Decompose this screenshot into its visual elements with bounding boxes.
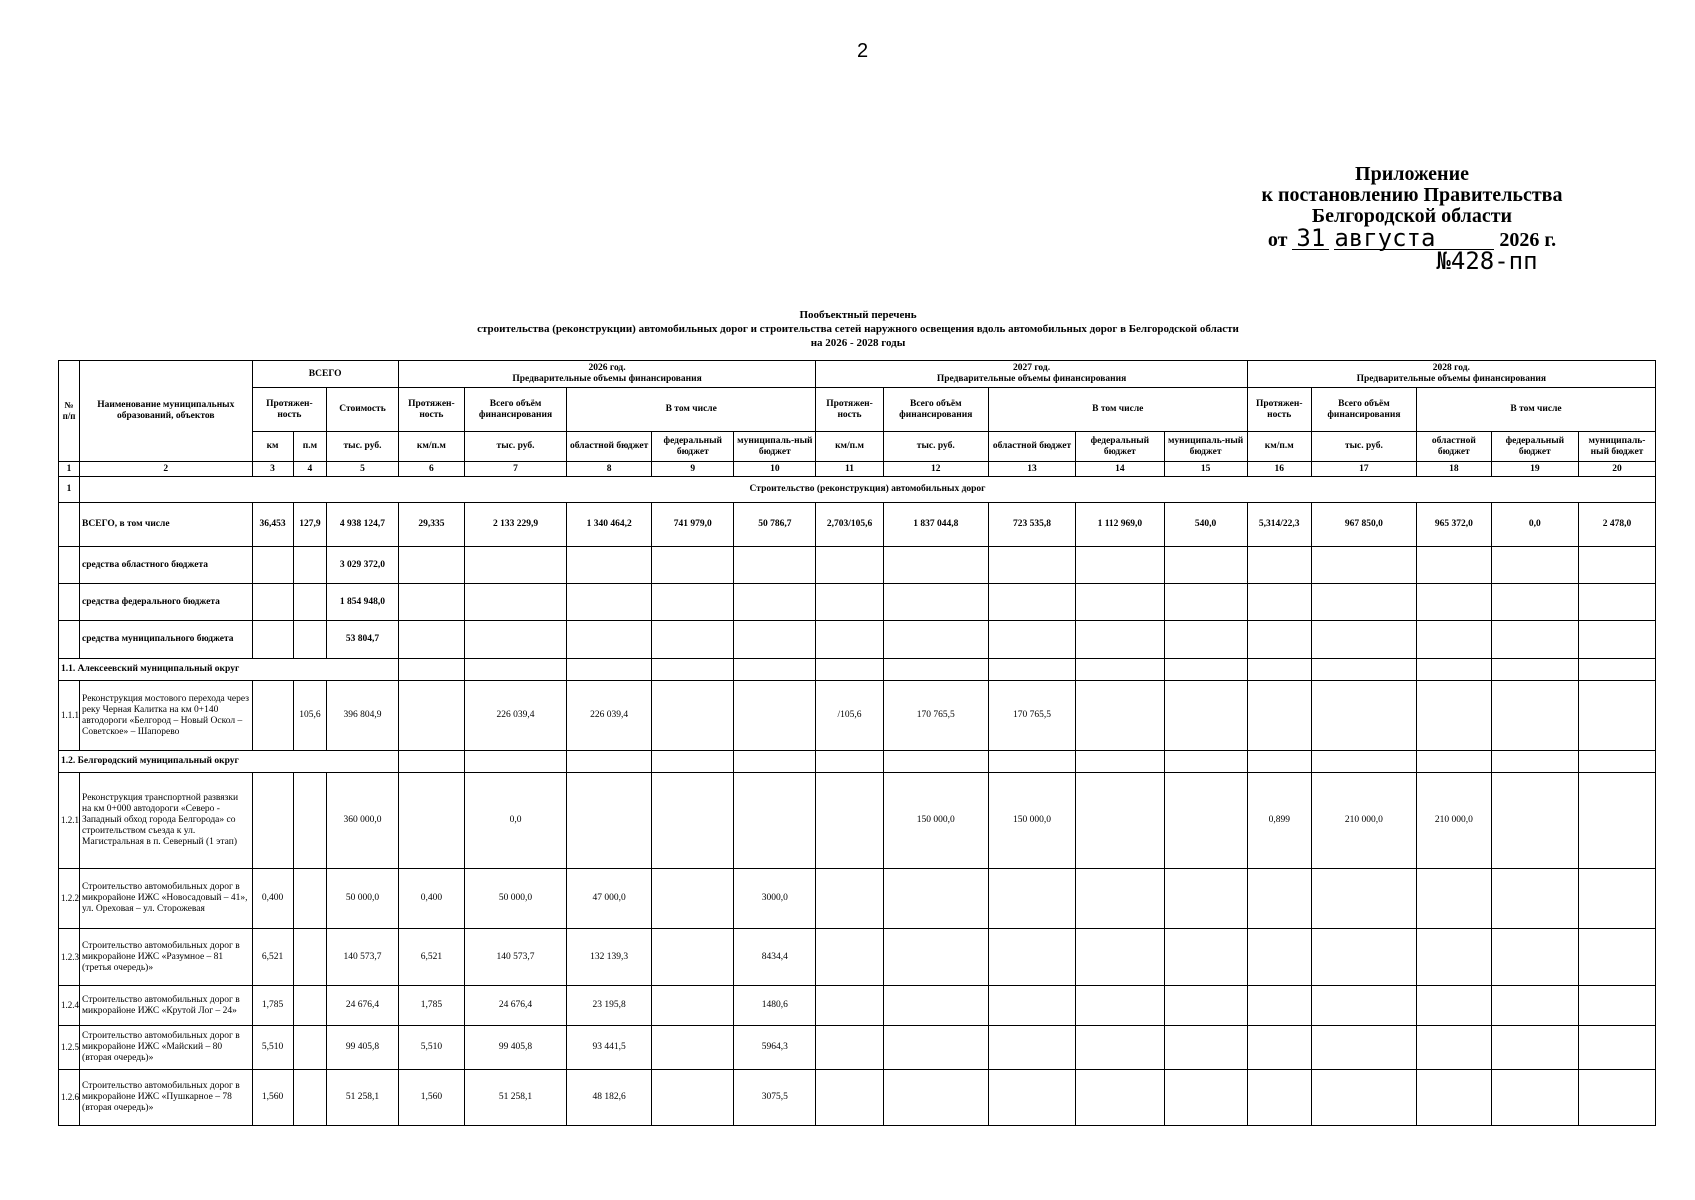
hdr-kmpm-2027: км/п.м <box>816 432 883 462</box>
col-number: 9 <box>652 462 734 477</box>
row-num: 1.2.1 <box>59 773 80 869</box>
title-line-2: строительства (реконструкции) автомобильных дорог и строительства сетей наружного освещения вдоль автомобильных дорог в Белгородской области <box>477 323 1239 335</box>
hdr-regional-2028: областной бюджет <box>1417 432 1492 462</box>
cell <box>1311 929 1416 986</box>
cell: 99 405,8 <box>465 1026 567 1070</box>
cell <box>652 869 734 929</box>
objects-table <box>58 360 1656 1126</box>
col-number: 4 <box>293 462 327 477</box>
cell <box>1417 986 1492 1026</box>
object-row <box>59 929 1656 986</box>
cell <box>988 929 1075 986</box>
funding-row <box>59 547 1656 584</box>
cell <box>1164 869 1247 929</box>
cell <box>1579 986 1656 1026</box>
cell <box>883 929 988 986</box>
col-number: 1 <box>59 462 80 477</box>
cell: 226 039,4 <box>465 681 567 751</box>
cell: 48 182,6 <box>567 1070 652 1126</box>
row-num: 1.1.1 <box>59 681 80 751</box>
cell <box>1417 1026 1492 1070</box>
cell <box>1247 929 1311 986</box>
cell: 170 765,5 <box>988 681 1075 751</box>
cell <box>1491 1070 1578 1126</box>
hdr-length-2026: Протяжен-ность <box>398 388 464 432</box>
cell <box>1311 986 1416 1026</box>
total-cell: 29,335 <box>398 503 464 547</box>
hdr-volume-2027: Всего объём финансирования <box>883 388 988 432</box>
cell: 6,521 <box>252 929 293 986</box>
cell <box>1076 929 1164 986</box>
cell: 5,510 <box>398 1026 464 1070</box>
hdr-municipal-2026: муниципаль-ный бюджет <box>734 432 816 462</box>
appendix-number: №428-пп <box>1436 247 1538 275</box>
funding-value: 53 804,7 <box>327 621 399 659</box>
cell <box>567 773 652 869</box>
hdr-length-2027: Протяжен-ность <box>816 388 883 432</box>
cell <box>1491 929 1578 986</box>
subsection-row <box>59 659 1656 681</box>
cell: 50 000,0 <box>327 869 399 929</box>
cell <box>734 681 816 751</box>
cell <box>816 773 883 869</box>
cell: 140 573,7 <box>327 929 399 986</box>
cell <box>1076 869 1164 929</box>
subsection-row <box>59 751 1656 773</box>
cell <box>1164 1070 1247 1126</box>
cell: 150 000,0 <box>988 773 1075 869</box>
cell <box>1491 986 1578 1026</box>
hdr-cost: Стоимость <box>327 388 399 432</box>
cell <box>1491 773 1578 869</box>
cell <box>816 1026 883 1070</box>
cell <box>1076 986 1164 1026</box>
total-cell: 741 979,0 <box>652 503 734 547</box>
appendix-block <box>1232 163 1592 275</box>
cell <box>1164 681 1247 751</box>
cell <box>1164 1026 1247 1070</box>
cell <box>1076 681 1164 751</box>
cell: 0,400 <box>398 869 464 929</box>
funding-value: 1 854 948,0 <box>327 584 399 621</box>
col-number: 13 <box>988 462 1075 477</box>
title-line-1: Пообъектный перечень <box>799 309 917 321</box>
subsection-title: 1.2. Белгородский муниципальный округ <box>59 751 399 773</box>
cell: 1,560 <box>398 1070 464 1126</box>
appendix-month: августа <box>1334 228 1494 250</box>
cell <box>1579 1070 1656 1126</box>
section-row <box>59 477 1656 503</box>
cell <box>398 773 464 869</box>
cell <box>1164 773 1247 869</box>
cell <box>1491 869 1578 929</box>
hdr-incl-2027: В том числе <box>988 388 1247 432</box>
cell: /105,6 <box>816 681 883 751</box>
cell <box>1247 1026 1311 1070</box>
total-cell: 1 112 969,0 <box>1076 503 1164 547</box>
total-label: ВСЕГО, в том числе <box>80 503 253 547</box>
cell: 24 676,4 <box>327 986 399 1026</box>
hdr-km: км <box>252 432 293 462</box>
col-number: 17 <box>1311 462 1416 477</box>
hdr-2026: 2026 год. Предварительные объемы финансирования <box>398 361 816 388</box>
row-name: Строительство автомобильных дорог в микрорайоне ИЖС «Майский – 80 (вторая очередь)» <box>80 1026 253 1070</box>
total-cell: 2 478,0 <box>1579 503 1656 547</box>
cell <box>293 773 327 869</box>
appendix-from: от <box>1267 229 1288 251</box>
cell: 51 258,1 <box>465 1070 567 1126</box>
cell: 140 573,7 <box>465 929 567 986</box>
hdr-tysrub: тыс. руб. <box>327 432 399 462</box>
section-num: 1 <box>59 477 80 503</box>
cell <box>293 1070 327 1126</box>
hdr-tysrub-2028: тыс. руб. <box>1311 432 1416 462</box>
col-number: 3 <box>252 462 293 477</box>
cell: 1480,6 <box>734 986 816 1026</box>
hdr-tysrub-2027: тыс. руб. <box>883 432 988 462</box>
hdr-tysrub-2026: тыс. руб. <box>465 432 567 462</box>
cell <box>1579 773 1656 869</box>
cell <box>652 986 734 1026</box>
cell <box>1164 986 1247 1026</box>
object-row <box>59 869 1656 929</box>
cell <box>652 1026 734 1070</box>
cell: 150 000,0 <box>883 773 988 869</box>
cell: 51 258,1 <box>327 1070 399 1126</box>
cell: 1,785 <box>252 986 293 1026</box>
row-name: Строительство автомобильных дорог в микрорайоне ИЖС «Пушкарное – 78 (вторая очередь)» <box>80 1070 253 1126</box>
cell <box>816 869 883 929</box>
hdr-municipal-2027: муниципаль-ный бюджет <box>1164 432 1247 462</box>
cell: 105,6 <box>293 681 327 751</box>
cell: 3000,0 <box>734 869 816 929</box>
subsection-title: 1.1. Алексеевский муниципальный округ <box>59 659 399 681</box>
cell <box>1247 1070 1311 1126</box>
appendix-title: Приложение <box>1355 163 1469 185</box>
object-row <box>59 986 1656 1026</box>
row-name: Строительство автомобильных дорог в микрорайоне ИЖС «Разумное – 81 (третья очередь)» <box>80 929 253 986</box>
cell <box>1579 681 1656 751</box>
cell <box>1579 869 1656 929</box>
cell <box>1076 773 1164 869</box>
cell <box>1076 1026 1164 1070</box>
total-cell: 540,0 <box>1164 503 1247 547</box>
cell <box>1417 929 1492 986</box>
cell <box>1247 986 1311 1026</box>
col-number: 15 <box>1164 462 1247 477</box>
total-cell: 967 850,0 <box>1311 503 1416 547</box>
hdr-total: ВСЕГО <box>252 361 398 388</box>
cell <box>883 1026 988 1070</box>
cell <box>816 986 883 1026</box>
funding-label: средства областного бюджета <box>80 547 253 584</box>
cell <box>398 681 464 751</box>
cell <box>293 869 327 929</box>
cell <box>293 929 327 986</box>
cell: 93 441,5 <box>567 1026 652 1070</box>
col-number: 18 <box>1417 462 1492 477</box>
column-numbers-row <box>59 462 1656 477</box>
cell <box>1491 1026 1578 1070</box>
row-name: Строительство автомобильных дорог в микрорайоне ИЖС «Новосадовый – 41», ул. Ореховая – ул. Сторожевая <box>80 869 253 929</box>
cell: 1,560 <box>252 1070 293 1126</box>
hdr-incl-2026: В том числе <box>567 388 816 432</box>
cell: 0,400 <box>252 869 293 929</box>
cell: 210 000,0 <box>1417 773 1492 869</box>
total-cell: 4 938 124,7 <box>327 503 399 547</box>
cell: 5,510 <box>252 1026 293 1070</box>
cell <box>816 1070 883 1126</box>
cell: 99 405,8 <box>327 1026 399 1070</box>
hdr-municipal-2028: муниципаль-ный бюджет <box>1579 432 1656 462</box>
cell <box>1417 869 1492 929</box>
cell <box>293 986 327 1026</box>
object-row <box>59 1026 1656 1070</box>
cell <box>1311 1026 1416 1070</box>
hdr-kmpm-2028: км/п.м <box>1247 432 1311 462</box>
cell: 1,785 <box>398 986 464 1026</box>
cell <box>1491 681 1578 751</box>
cell <box>1247 869 1311 929</box>
hdr-federal-2026: федеральный бюджет <box>652 432 734 462</box>
col-number: 12 <box>883 462 988 477</box>
row-name: Реконструкция мостового перехода через реку Черная Калитка на км 0+140 автодороги «Белгород – Новый Оскол – Советское» – Шапорево <box>80 681 253 751</box>
total-cell: 2,703/105,6 <box>816 503 883 547</box>
cell <box>1247 681 1311 751</box>
cell <box>293 1026 327 1070</box>
cell: 5964,3 <box>734 1026 816 1070</box>
col-number: 14 <box>1076 462 1164 477</box>
funding-row <box>59 621 1656 659</box>
cell <box>734 773 816 869</box>
total-cell: 723 535,8 <box>988 503 1075 547</box>
total-row <box>59 503 1656 547</box>
funding-label: средства федерального бюджета <box>80 584 253 621</box>
cell: 6,521 <box>398 929 464 986</box>
col-number: 7 <box>465 462 567 477</box>
cell: 360 000,0 <box>327 773 399 869</box>
cell <box>1579 929 1656 986</box>
row-num: 1.2.4 <box>59 986 80 1026</box>
hdr-name: Наименование муниципальных образований, объектов <box>80 361 253 462</box>
object-row <box>59 1070 1656 1126</box>
cell <box>1311 1070 1416 1126</box>
cell <box>883 986 988 1026</box>
row-num: 1.2.3 <box>59 929 80 986</box>
cell <box>1076 1070 1164 1126</box>
cell <box>252 773 293 869</box>
col-number: 20 <box>1579 462 1656 477</box>
cell <box>1417 1070 1492 1126</box>
row-name: Реконструкция транспортной развязки на км 0+000 автодороги «Северо - Западный обход города Белгорода» со строительством съезда к ул. Магистральная в п. Северный (1 этап) <box>80 773 253 869</box>
row-num: 1.2.2 <box>59 869 80 929</box>
cell: 0,0 <box>465 773 567 869</box>
col-number: 8 <box>567 462 652 477</box>
col-number: 11 <box>816 462 883 477</box>
hdr-incl-2028: В том числе <box>1417 388 1656 432</box>
object-row <box>59 773 1656 869</box>
hdr-regional-2026: областной бюджет <box>567 432 652 462</box>
row-num: 1.2.6 <box>59 1070 80 1126</box>
total-cell: 2 133 229,9 <box>465 503 567 547</box>
total-cell: 1 340 464,2 <box>567 503 652 547</box>
cell: 396 804,9 <box>327 681 399 751</box>
funding-label: средства муниципального бюджета <box>80 621 253 659</box>
row-name: Строительство автомобильных дорог в микрорайоне ИЖС «Крутой Лог – 24» <box>80 986 253 1026</box>
cell <box>988 1070 1075 1126</box>
cell <box>883 1070 988 1126</box>
cell <box>1417 681 1492 751</box>
funding-row <box>59 584 1656 621</box>
hdr-volume-2028: Всего объём финансирования <box>1311 388 1416 432</box>
appendix-day: 31 <box>1292 228 1329 250</box>
cell <box>1311 681 1416 751</box>
cell: 8434,4 <box>734 929 816 986</box>
col-number: 16 <box>1247 462 1311 477</box>
page-number: 2 <box>856 40 869 62</box>
appendix-date <box>1232 224 1592 275</box>
hdr-federal-2028: федеральный бюджет <box>1491 432 1578 462</box>
cell: 226 039,4 <box>567 681 652 751</box>
total-cell: 36,453 <box>252 503 293 547</box>
row-num: 1.2.5 <box>59 1026 80 1070</box>
cell <box>988 869 1075 929</box>
hdr-pm: п.м <box>293 432 327 462</box>
hdr-volume-2026: Всего объём финансирования <box>465 388 567 432</box>
cell <box>1311 869 1416 929</box>
appendix-line-2: к постановлению Правительства <box>1261 184 1563 206</box>
cell: 170 765,5 <box>883 681 988 751</box>
total-cell: 50 786,7 <box>734 503 816 547</box>
hdr-length: Протяжен-ность <box>252 388 327 432</box>
hdr-2028: 2028 год. Предварительные объемы финансирования <box>1247 361 1655 388</box>
cell: 0,899 <box>1247 773 1311 869</box>
cell: 132 139,3 <box>567 929 652 986</box>
cell: 210 000,0 <box>1311 773 1416 869</box>
document-title <box>56 308 1660 350</box>
cell <box>652 1070 734 1126</box>
cell: 3075,5 <box>734 1070 816 1126</box>
cell: 23 195,8 <box>567 986 652 1026</box>
cell <box>252 681 293 751</box>
hdr-num: № п/п <box>59 361 80 462</box>
col-number: 19 <box>1491 462 1578 477</box>
cell: 50 000,0 <box>465 869 567 929</box>
cell <box>652 681 734 751</box>
col-number: 2 <box>80 462 253 477</box>
hdr-kmpm-2026: км/п.м <box>398 432 464 462</box>
object-row <box>59 681 1656 751</box>
cell <box>988 986 1075 1026</box>
title-line-3: на 2026 - 2028 годы <box>810 337 906 349</box>
hdr-federal-2027: федеральный бюджет <box>1076 432 1164 462</box>
hdr-length-2028: Протяжен-ность <box>1247 388 1311 432</box>
cell: 47 000,0 <box>567 869 652 929</box>
total-cell: 965 372,0 <box>1417 503 1492 547</box>
cell: 24 676,4 <box>465 986 567 1026</box>
section-title: Строительство (реконструкция) автомобильных дорог <box>80 477 1656 503</box>
appendix-year: 2026 г. <box>1499 229 1557 251</box>
cell <box>652 929 734 986</box>
total-cell: 0,0 <box>1491 503 1578 547</box>
col-number: 5 <box>327 462 399 477</box>
hdr-regional-2027: областной бюджет <box>988 432 1075 462</box>
appendix-line-3: Белгородской области <box>1311 205 1513 227</box>
cell <box>1579 1026 1656 1070</box>
cell <box>988 1026 1075 1070</box>
funding-value: 3 029 372,0 <box>327 547 399 584</box>
col-number: 6 <box>398 462 464 477</box>
total-cell: 127,9 <box>293 503 327 547</box>
hdr-2027: 2027 год. Предварительные объемы финансирования <box>816 361 1247 388</box>
col-number: 10 <box>734 462 816 477</box>
total-cell: 5,314/22,3 <box>1247 503 1311 547</box>
cell <box>816 929 883 986</box>
cell <box>1164 929 1247 986</box>
cell <box>652 773 734 869</box>
total-cell: 1 837 044,8 <box>883 503 988 547</box>
cell <box>883 869 988 929</box>
